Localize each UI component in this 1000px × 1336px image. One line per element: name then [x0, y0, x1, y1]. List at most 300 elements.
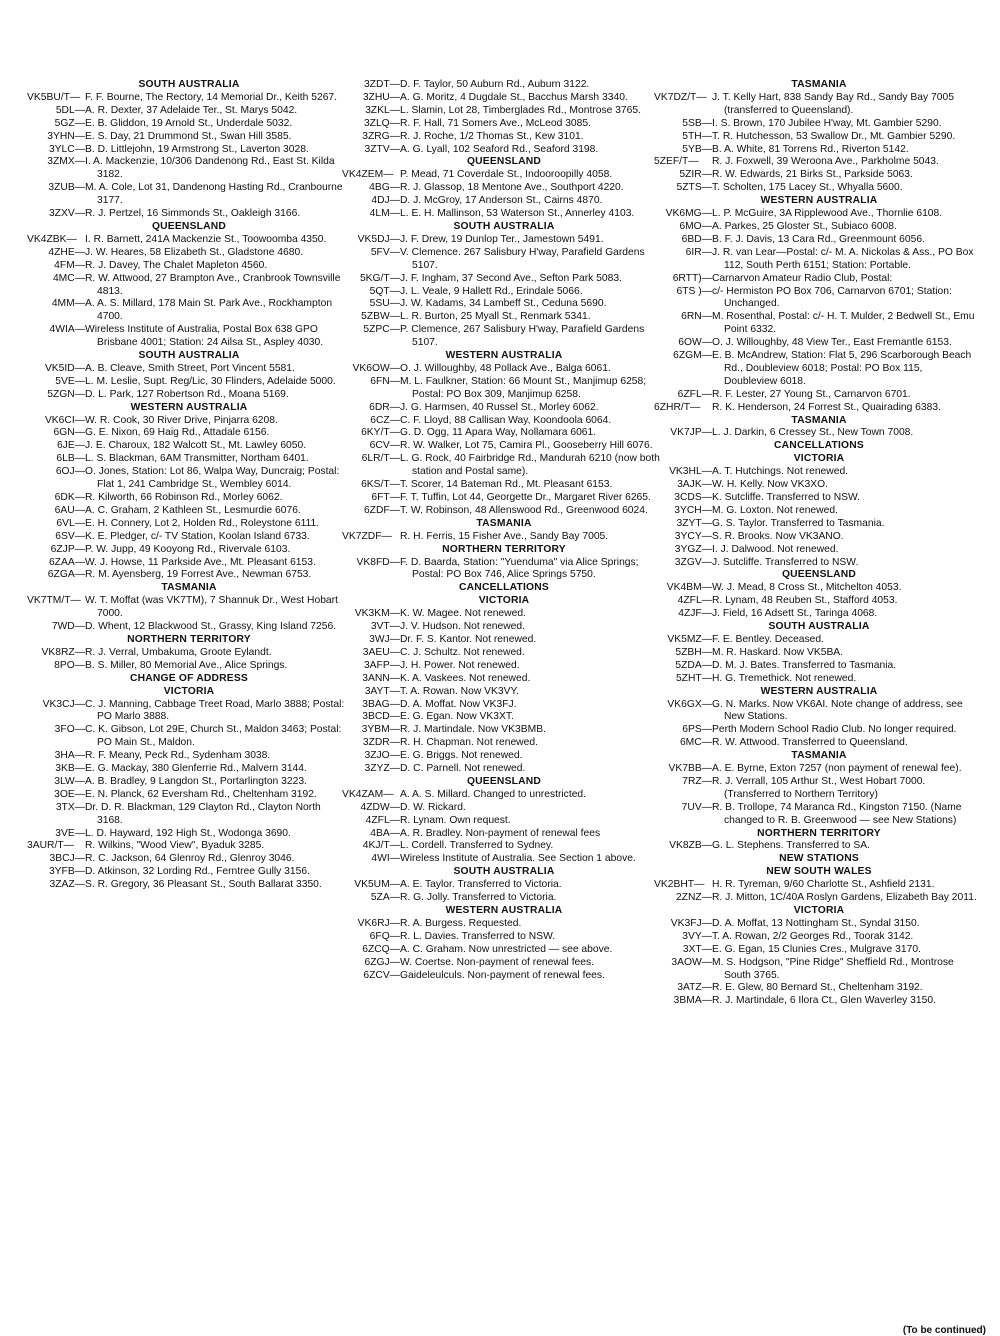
listing-entry [348, 195, 660, 208]
callsign-text: 7RZ [682, 775, 702, 787]
listing-entry [348, 673, 660, 686]
em-dash: — [74, 104, 85, 116]
em-dash: — [701, 995, 712, 1007]
callsign [348, 492, 400, 505]
listing-entry [348, 879, 660, 892]
callsign [33, 789, 85, 802]
station-details: L. D. Hayward, 192 High St., Wodonga 3690. [85, 827, 291, 839]
listing-entry [348, 273, 660, 286]
callsign [660, 427, 712, 440]
section-heading: NEW STATIONS [779, 853, 859, 865]
station-details: A. C. Graham. Now unrestricted — see above. [400, 943, 613, 955]
callsign [348, 415, 400, 428]
listing-entry [348, 415, 660, 428]
callsign [660, 531, 712, 544]
callsign-text: 3AEU [362, 646, 390, 658]
callsign-text: 3ZJO [364, 750, 390, 762]
em-dash: — [389, 427, 400, 439]
callsign-text: 3WJ [369, 633, 390, 645]
callsign [348, 105, 400, 118]
callsign [348, 879, 400, 892]
callsign-text: 5ZBH [675, 646, 702, 658]
callsign-text: VK8RZ [41, 646, 75, 658]
listing-entry [660, 673, 978, 686]
listing-entry [348, 247, 660, 273]
em-dash: — [74, 827, 85, 839]
em-dash: — [74, 453, 85, 465]
station-details: L. Slamin, Lot 28, Timberglades Rd., Montrose 3765. [400, 104, 641, 116]
callsign-text: 6RTT) [672, 272, 702, 284]
em-dash: — [389, 324, 400, 336]
section-heading: NORTHERN TERRITORY [442, 543, 566, 555]
station-details: R. J. Martindale, 6 Ilora Ct., Glen Waverley 3150. [712, 995, 936, 1007]
em-dash: — [74, 324, 85, 336]
station-details: W. H. Kelly. Now VK3XO. [712, 479, 828, 491]
callsign-text: 4ZDW [360, 801, 390, 813]
station-details: K. Sutcliffe. Transferred to NSW. [712, 492, 861, 503]
callsign [660, 673, 712, 686]
callsign [660, 724, 712, 737]
listing-entry [342, 169, 660, 182]
listing-entry [660, 918, 978, 931]
callsign [654, 156, 712, 169]
callsign-text: VK7ZDF [342, 530, 382, 542]
callsign-text: 6TS ) [676, 285, 702, 297]
em-dash: — [389, 401, 400, 413]
callsign [348, 724, 400, 737]
callsign [660, 311, 712, 324]
callsign-text: 3ZMX [47, 156, 75, 168]
callsign [660, 776, 712, 789]
callsign-text: 4WI [371, 853, 390, 865]
listing-entry [33, 879, 345, 892]
listing-entry [660, 557, 978, 570]
section-heading: TASMANIA [791, 750, 847, 762]
em-dash: — [74, 724, 85, 736]
callsign-text: 4ZFL [365, 814, 390, 826]
callsign [348, 828, 400, 841]
listing-entry [348, 131, 660, 144]
em-dash: — [383, 788, 394, 800]
callsign-text: 5KG/T [359, 272, 390, 284]
callsign-text: VK6RJ [357, 917, 390, 929]
em-dash: — [389, 440, 400, 452]
callsign-text: 5DL [55, 104, 75, 116]
callsign-text: 6SV [55, 530, 75, 542]
station-details: A. G. Lyall, 102 Seaford Rd., Seaford 3198. [400, 143, 599, 155]
listing-entry [348, 324, 660, 350]
listing-entry [660, 944, 978, 957]
station-details: L. S. Blackman, 6AM Transmitter, Northam 6401. [85, 453, 309, 465]
listing-entry [660, 608, 978, 621]
listing-entry [33, 298, 345, 324]
callsign [348, 944, 400, 957]
callsign [660, 208, 712, 221]
callsign-text: 6JE [56, 440, 75, 452]
section-heading: TASMANIA [476, 517, 532, 529]
callsign-text: 3ZGV [674, 556, 702, 568]
callsign [348, 92, 400, 105]
em-dash: — [74, 362, 85, 374]
callsign [660, 518, 712, 531]
station-details: D. Atkinson, 32 Lording Rd., Ferntree Gully 3156. [85, 866, 310, 878]
listing-entry [654, 879, 978, 892]
callsign-text: VK4BM [666, 582, 702, 594]
callsign-text: 6ZGJ [364, 956, 390, 968]
callsign [33, 324, 85, 337]
station-details: T. A. Rowan. Now VK3VY. [400, 685, 519, 697]
station-details: P. Clemence, 267 Salisbury H'way, Parafield Gardens 5107. [400, 324, 645, 349]
em-dash: — [74, 788, 85, 800]
listing-entry [348, 118, 660, 131]
callsign [660, 131, 712, 144]
callsign [660, 647, 712, 660]
listing-entry [33, 324, 345, 350]
em-dash: — [389, 556, 400, 568]
em-dash: — [381, 530, 392, 542]
em-dash: — [701, 930, 712, 942]
em-dash: — [70, 595, 81, 607]
callsign [660, 337, 712, 350]
listing-entry [660, 182, 978, 195]
station-details: H. R. Tyreman, 9/60 Charlotte St., Ashfield 2131. [712, 879, 935, 891]
em-dash: — [389, 104, 400, 116]
listing-entry [348, 918, 660, 931]
listing-entry [33, 621, 345, 634]
listing-entry [33, 647, 345, 660]
listing-entry [33, 389, 345, 402]
em-dash: — [701, 608, 712, 620]
listing-entry [33, 724, 345, 750]
callsign [27, 595, 85, 608]
station-details: J. G. Harmsen, 40 Russel St., Morley 6062. [400, 401, 599, 413]
column-3 [654, 79, 978, 1008]
listing-entry [660, 763, 978, 776]
callsign [660, 505, 712, 518]
em-dash: — [389, 492, 400, 503]
callsign [348, 634, 400, 647]
listing-entry [33, 802, 345, 828]
callsign-text: 6GN [53, 427, 75, 439]
section-heading: VICTORIA [793, 453, 845, 465]
em-dash: — [389, 453, 400, 465]
listing-entry [660, 144, 978, 157]
callsign-text: 5SB [682, 117, 702, 129]
listing-entry [348, 298, 660, 311]
station-details: W. J. Mead, 8 Cross St., Mitchelton 4053. [712, 582, 902, 594]
callsign [348, 840, 400, 853]
station-details: R. Kilworth, 66 Robinson Rd., Morley 6062. [85, 492, 283, 503]
station-details: D. A. Moffat. Now VK3FJ. [400, 698, 517, 710]
callsign-text: 5ZIR [679, 169, 702, 181]
callsign-text: 3ZUB [48, 182, 75, 194]
callsign-text: 6OJ [55, 466, 75, 478]
listing-entry [660, 286, 978, 312]
listing-entry [348, 479, 660, 492]
listing-entry [348, 711, 660, 724]
callsign [348, 763, 400, 776]
callsign-text: VK8FD [356, 556, 390, 568]
em-dash: — [74, 130, 85, 142]
callsign-text: 3ZLQ [363, 117, 390, 129]
callsign-text: VK7JP [670, 427, 702, 439]
callsign-text: 5ZHT [675, 672, 702, 684]
station-details: J. Field, 16 Adsett St., Taringa 4068. [712, 608, 878, 620]
em-dash: — [74, 117, 85, 129]
em-dash: — [74, 530, 85, 542]
callsign [348, 118, 400, 131]
station-details: E. B. Gliddon, 19 Arnold St., Underdale 5032. [85, 117, 293, 129]
em-dash: — [74, 246, 85, 258]
listing-entry [348, 440, 660, 453]
callsign [33, 531, 85, 544]
callsign-text: 4KJ/T [362, 840, 390, 852]
callsign-text: 6OW [678, 337, 702, 349]
callsign [660, 144, 712, 157]
callsign-text: 3ZDT [363, 79, 390, 90]
em-dash: — [383, 169, 394, 181]
callsign-text: 6CV [369, 440, 390, 452]
callsign [33, 105, 85, 118]
listing-entry [660, 634, 978, 647]
station-details: M. G. Loxton. Not renewed. [712, 504, 838, 516]
listing-entry [660, 518, 978, 531]
listing-entry [33, 828, 345, 841]
callsign [660, 350, 712, 363]
station-details: D. Whent, 12 Blackwood St., Grassy, King Island 7256. [85, 621, 337, 633]
station-details: M. S. Hodgson, "Pine Ridge" Sheffield Rd., Montrose South 3765. [712, 956, 954, 981]
listing-entry [348, 92, 660, 105]
station-details: D. M. J. Bates. Transferred to Tasmania. [712, 659, 897, 671]
callsign-text: 6ZDF [363, 504, 390, 516]
station-details: B. D. Littlejohn, 19 Armstrong St., Laverton 3028. [85, 143, 309, 155]
listing-entry [654, 156, 978, 169]
station-details: L. E. H. Mallinson, 53 Waterson St., Annerley 4103. [400, 208, 635, 220]
station-details: Carnarvon Amateur Radio Club, Postal: [712, 272, 893, 284]
callsign-text: 3BCD [362, 711, 390, 723]
station-details: V. Clemence. 267 Salisbury H'way, Parafield Gardens 5107. [400, 246, 645, 271]
listing-entry [654, 401, 978, 415]
callsign-text: 8PO [54, 659, 75, 671]
em-dash: — [701, 556, 712, 568]
callsign [660, 118, 712, 131]
station-details: A. B. Cleave, Smith Street, Port Vincent 5581. [85, 362, 295, 374]
em-dash: — [389, 311, 400, 323]
callsign [654, 92, 712, 105]
em-dash: — [389, 362, 400, 374]
station-details: R. W. Walker, Lot 75, Camira Pl., Gooseberry Hill 6076. [400, 440, 653, 452]
em-dash: — [701, 763, 712, 775]
listing-entry [33, 144, 345, 157]
listing-entry [660, 840, 978, 853]
callsign [660, 273, 712, 286]
station-details: J. W. Kadams, 34 Lambeff St., Ceduna 5690. [400, 298, 607, 310]
section-heading: QUEENSLAND [466, 156, 542, 168]
callsign [348, 273, 400, 286]
listing-entry [33, 763, 345, 776]
listing-entry [33, 427, 345, 440]
callsign-text: 3YCY [674, 530, 702, 542]
callsign-text: 6FT [371, 492, 390, 503]
listing-entry [33, 866, 345, 879]
section-heading: SOUTH AUSTRALIA [138, 350, 240, 362]
station-details: R. M. Ayensberg, 19 Forrest Ave., Newman 6753. [85, 569, 312, 581]
callsign [348, 711, 400, 724]
callsign [660, 479, 712, 492]
listing-entry [348, 724, 660, 737]
listing-entry [348, 853, 660, 866]
em-dash: — [74, 427, 85, 439]
callsign-text: VK5BU/T [27, 91, 70, 103]
callsign-text: 3ZDR [362, 737, 390, 749]
callsign-text: 3ZHU [362, 91, 390, 103]
listing-entry [33, 208, 345, 221]
em-dash: — [389, 750, 400, 762]
callsign-text: 3FO [54, 724, 75, 736]
callsign-text: VK4ZBK [27, 233, 67, 245]
listing-entry [348, 802, 660, 815]
station-details: L. J. Darkin, 6 Cressey St., New Town 7008. [712, 427, 914, 439]
listing-entry [348, 621, 660, 634]
section-heading: SOUTH AUSTRALIA [453, 220, 555, 232]
em-dash: — [74, 272, 85, 284]
callsign [348, 131, 400, 144]
callsign-text: 5ZA [370, 892, 390, 904]
station-details: G. S. Taylor. Transferred to Tasmania. [712, 517, 885, 529]
em-dash: — [701, 646, 712, 658]
station-details: L. Cordell. Transferred to Sydney. [400, 840, 554, 852]
station-details: Perth Modern School Radio Club. No longer required. [712, 724, 957, 736]
callsign [660, 557, 712, 570]
station-details: P. Mead, 71 Coverdale St., Indooroopilly 4058. [400, 169, 613, 181]
station-details: G. E. Nixon, 69 Haig Rd., Attadale 6156. [85, 427, 270, 439]
callsign [660, 234, 712, 247]
listing-entry [348, 505, 660, 518]
callsign-text: 5ZDA [675, 659, 702, 671]
station-details: R. W. Attwood, 27 Brampton Ave., Cranbrook Townsville 4813. [85, 272, 341, 297]
em-dash: — [701, 143, 712, 155]
callsign [348, 453, 400, 466]
listing-entry [348, 79, 660, 92]
listing-entry [33, 699, 345, 725]
callsign-text: 3BMA [673, 995, 702, 1007]
em-dash: — [74, 298, 85, 310]
station-details: Gaideleulculs. Non-payment of renewal fees. [400, 969, 605, 981]
listing-entry [348, 660, 660, 673]
callsign-text: 3YLC [48, 143, 75, 155]
station-details: D. A. Moffat, 13 Nottingham St., Syndal 3150. [712, 917, 920, 929]
listing-entry [660, 724, 978, 737]
listing-entry [660, 595, 978, 608]
em-dash: — [74, 866, 85, 878]
callsign-text: 4WIA [49, 324, 75, 336]
station-details: K. W. Magee. Not renewed. [400, 608, 526, 620]
callsign-text: 6LB [56, 453, 75, 465]
callsign-text: 5FV [370, 246, 390, 258]
callsign [348, 750, 400, 763]
callsign-text: 4BG [369, 182, 390, 194]
station-details: D. L. Park, 127 Robertson Rd., Moana 5169. [85, 388, 289, 400]
listing-entry [660, 466, 978, 479]
em-dash: — [389, 840, 400, 852]
callsign-text: 2ZNZ [675, 892, 702, 904]
em-dash: — [701, 737, 712, 749]
station-details: R. W. Edwards, 21 Birks St., Parkside 5063. [712, 169, 913, 181]
listing-entry [342, 530, 660, 544]
callsign-text: 3KB [55, 763, 75, 775]
listing-entry [33, 131, 345, 144]
em-dash: — [701, 466, 712, 478]
callsign-text: 5ZEF/T [654, 156, 689, 168]
section-heading: NORTHERN TERRITORY [127, 633, 251, 645]
section-heading: WESTERN AUSTRALIA [760, 195, 878, 207]
em-dash: — [66, 233, 77, 245]
callsign-text: VK8ZB [669, 840, 702, 852]
em-dash: — [701, 337, 712, 349]
callsign-text: 7WD [51, 621, 75, 633]
section-heading: SOUTH AUSTRALIA [768, 621, 870, 633]
listing-entry [33, 853, 345, 866]
callsign [33, 427, 85, 440]
callsign-text: VK3KM [354, 608, 390, 620]
em-dash: — [701, 169, 712, 181]
em-dash: — [74, 801, 85, 813]
station-details: M. Rosenthal, Postal: c/- H. T. Mulder, 2 Bedwell St., Emu Point 6332. [712, 311, 975, 336]
station-details: R. C. Jackson, 64 Glenroy Rd., Glenroy 3046. [85, 853, 295, 865]
callsign [342, 789, 400, 802]
callsign-text: 3YGZ [674, 543, 702, 555]
station-details: R. K. Henderson, 24 Forrest St., Quairading 6383. [712, 401, 941, 413]
em-dash: — [74, 143, 85, 155]
em-dash: — [389, 801, 400, 813]
callsign [348, 427, 400, 440]
station-details: C. J. Manning, Cabbage Treet Road, Marlo 3888; Postal: PO Marlo 3888. [85, 698, 345, 723]
callsign-text: 6ZGA [47, 569, 75, 581]
em-dash: — [74, 621, 85, 633]
listing-entry [348, 840, 660, 853]
station-details: A. T. Hutchings. Not renewed. [712, 466, 849, 478]
listing-entry [33, 531, 345, 544]
callsign [33, 853, 85, 866]
listing-entry [33, 776, 345, 789]
section-heading: TASMANIA [791, 414, 847, 426]
callsign [33, 440, 85, 453]
callsign [33, 131, 85, 144]
em-dash: — [74, 775, 85, 787]
callsign [33, 492, 85, 505]
listing-entry [348, 931, 660, 944]
listing-entry [342, 788, 660, 802]
em-dash: — [701, 775, 712, 787]
station-details: R. W. Attwood. Transferred to Queensland. [712, 737, 908, 749]
station-details: L. R. Burton, 25 Myall St., Renmark 5341. [400, 311, 591, 323]
callsign [348, 892, 400, 905]
station-details: E. S. Day, 21 Drummond St., Swan Hill 3585. [85, 130, 292, 142]
callsign-text: 3CDS [674, 492, 702, 503]
callsign [33, 118, 85, 131]
callsign-text: 6VL [56, 517, 75, 529]
listing-entry [660, 737, 978, 750]
listing-entry [660, 931, 978, 944]
station-details: I. R. Barnett, 241A Mackenzie St., Toowoomba 4350. [85, 233, 327, 245]
em-dash: — [389, 208, 400, 220]
em-dash: — [389, 930, 400, 942]
callsign-text: 3AFP [363, 659, 390, 671]
station-details: I. S. Brown, 170 Jubilee H'way, Mt. Gambier 5290. [712, 117, 942, 129]
callsign [660, 957, 712, 970]
em-dash: — [701, 801, 712, 813]
callsign-text: 3ZKL [365, 104, 390, 116]
